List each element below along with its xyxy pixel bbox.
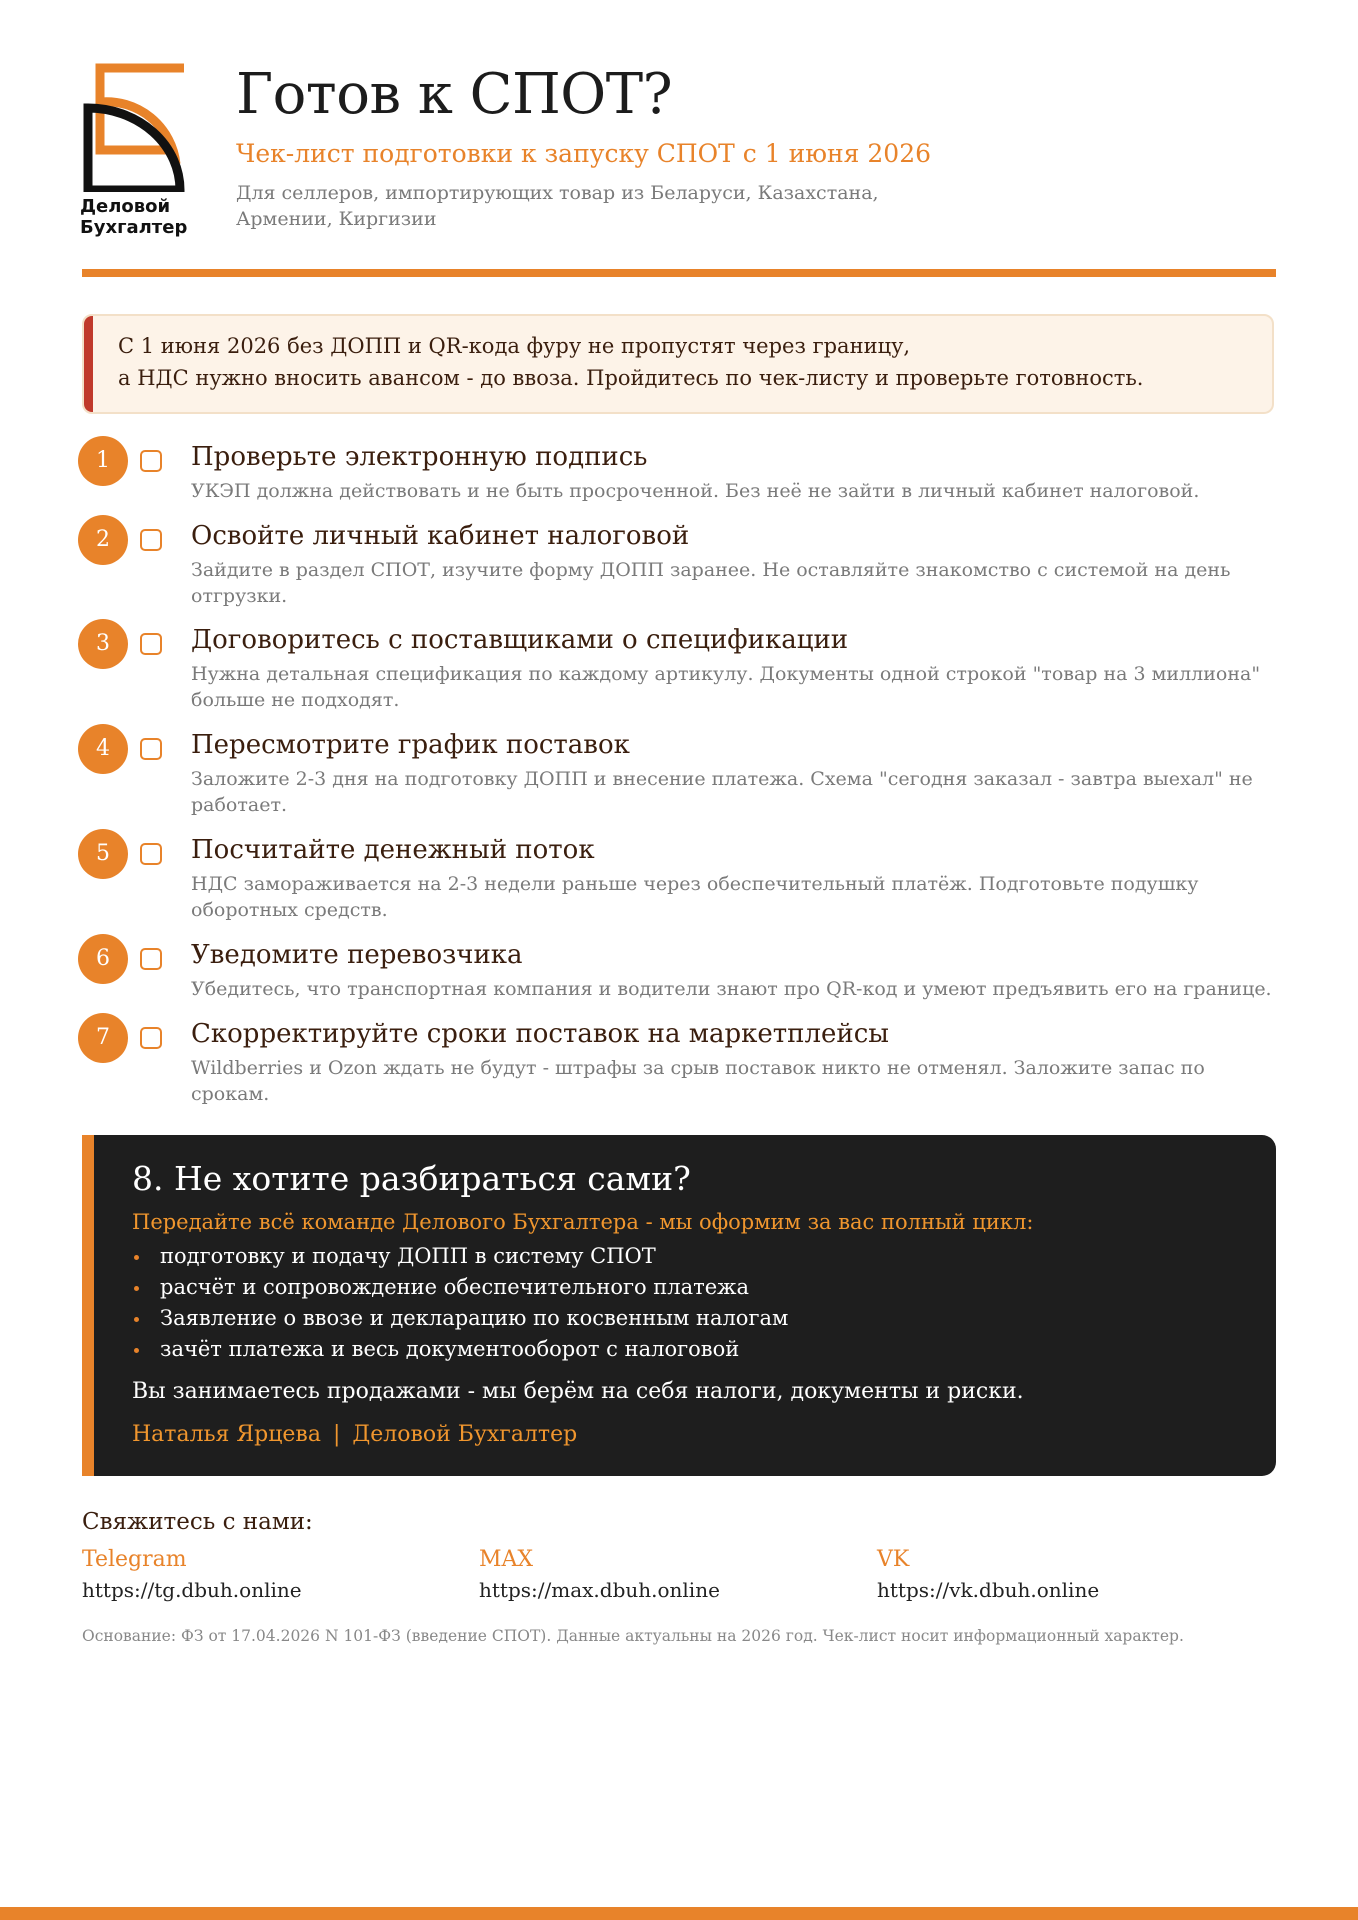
offer-list: [132, 1241, 788, 1365]
offer-item-text: зачёт платежа и весь документооборот с налоговой: [160, 1337, 740, 1361]
page-subtitle: Чек-лист подготовки к запуску СПОТ с 1 июня 2026: [236, 139, 932, 168]
contact-telegram: [82, 1545, 462, 1605]
company-logo: [80, 62, 190, 242]
step-title: Уведомите перевозчика: [191, 940, 523, 970]
step-number-badge: 3: [78, 619, 128, 669]
callout-accent-bar: [84, 316, 93, 412]
step-description: Заложите 2-3 дня на подготовку ДОПП и внесение платежа. Схема "сегодня заказал - завтра выехал" не работает.: [191, 768, 1253, 816]
offer-title: 8. Не хотите разбираться сами?: [132, 1159, 691, 1198]
step-title: Освойте личный кабинет налоговой: [191, 521, 690, 551]
step-description: УКЭП должна действовать и не быть просроченной. Без неё не зайти в личный кабинет налоговой.: [191, 480, 1200, 502]
step-number-badge: 2: [78, 515, 128, 565]
checkbox[interactable]: [140, 843, 162, 865]
step-description: НДС замораживается на 2-3 недели раньше через обеспечительный платёж. Подготовьте подушку оборотных средств.: [191, 873, 1199, 921]
step-number-badge: 6: [78, 934, 128, 984]
step-number-badge: 1: [78, 436, 128, 486]
step-description: Убедитесь, что транспортная компания и водители знают про QR-код и умеют предъявить его на границе.: [191, 978, 1272, 1000]
offer-note: Вы занимаетесь продажами - мы берём на себя налоги, документы и риски.: [132, 1379, 1024, 1404]
callout-text: [118, 330, 1248, 394]
page-title: Готов к СПОТ?: [236, 62, 673, 127]
callout-line-2: а НДС нужно вносить авансом - до ввоза. Пройдитесь по чек-листу и проверьте готовность.: [118, 366, 1144, 390]
step-number-badge: 5: [78, 829, 128, 879]
step-title: Скорректируйте сроки поставок на маркетплейсы: [191, 1019, 889, 1049]
step-description: Wildberries и Ozon ждать не будут - штрафы за срыв поставок никто не отменял. Заложите запас по срокам.: [191, 1057, 1205, 1105]
signature-company: Деловой Бухгалтер: [352, 1422, 578, 1447]
checkbox[interactable]: [140, 1027, 162, 1049]
footer-divider: [0, 1907, 1358, 1920]
offer-signature: [132, 1419, 577, 1451]
contact-label: Telegram: [82, 1547, 187, 1572]
signature-name: Наталья Ярцева: [132, 1422, 321, 1447]
contact-link[interactable]: https://max.dbuh.online: [479, 1578, 720, 1602]
contact-vk: [877, 1545, 1257, 1605]
contact-link[interactable]: https://tg.dbuh.online: [82, 1578, 302, 1602]
step-title: Посчитайте денежный поток: [191, 835, 595, 865]
bullet-icon: [134, 1348, 139, 1353]
bullet-icon: [134, 1286, 139, 1291]
offer-list-item: [132, 1334, 788, 1365]
step-title: Проверьте электронную подпись: [191, 442, 648, 472]
offer-item-text: подготовку и подачу ДОПП в систему СПОТ: [160, 1244, 656, 1268]
step-description: Зайдите в раздел СПОТ, изучите форму ДОПП заранее. Не оставляйте знакомство с системой на день отгрузки.: [191, 559, 1231, 607]
checkbox[interactable]: [140, 529, 162, 551]
logo-line-1: Деловой: [80, 196, 171, 217]
logo-line-2: Бухгалтер: [80, 217, 188, 238]
contact-label: VK: [877, 1547, 910, 1572]
step-title: Договоритесь с поставщиками о спецификации: [191, 625, 849, 655]
bullet-icon: [134, 1317, 139, 1322]
audience-text: Для селлеров, импортирующих товар из Беларуси, Казахстана, Армении, Киргизии: [236, 182, 879, 230]
step-number-badge: 7: [78, 1013, 128, 1063]
step-title: Пересмотрите график поставок: [191, 730, 630, 760]
offer-list-item: [132, 1303, 788, 1334]
checkbox[interactable]: [140, 738, 162, 760]
panel-accent-bar: [82, 1135, 94, 1476]
offer-item-text: расчёт и сопровождение обеспечительного платежа: [160, 1275, 750, 1299]
bullet-icon: [134, 1255, 139, 1260]
offer-item-text: Заявление о ввозе и декларацию по косвенным налогам: [160, 1306, 789, 1330]
offer-list-item: [132, 1241, 788, 1272]
contact-link[interactable]: https://vk.dbuh.online: [877, 1578, 1100, 1602]
callout-line-1: С 1 июня 2026 без ДОПП и QR-кода фуру не пропустят через границу,: [118, 334, 911, 358]
checkbox[interactable]: [140, 633, 162, 655]
checkbox[interactable]: [140, 450, 162, 472]
offer-list-item: [132, 1272, 788, 1303]
legal-footnote: Основание: ФЗ от 17.04.2026 N 101-ФЗ (введение СПОТ). Данные актуальны на 2026 год. Чек-лист носит информационный характер.: [82, 1627, 1184, 1645]
step-number-badge: 4: [78, 724, 128, 774]
offer-lead: Передайте всё команде Делового Бухгалтера - мы оформим за вас полный цикл:: [132, 1210, 1034, 1234]
contact-max: [479, 1545, 859, 1605]
checkbox[interactable]: [140, 948, 162, 970]
contact-label: MAX: [479, 1547, 534, 1572]
step-description: Нужна детальная спецификация по каждому артикулу. Документы одной строкой "товар на 3 миллиона" больше не подходят.: [191, 663, 1261, 711]
header-divider: [82, 269, 1276, 277]
service-offer-panel: [82, 1135, 1276, 1476]
logo-mark-icon: [80, 62, 190, 192]
signature-separator: |: [332, 1422, 341, 1447]
warning-callout: [82, 314, 1274, 414]
contacts-heading: Свяжитесь с нами:: [82, 1509, 313, 1535]
logo-wordmark: [80, 196, 200, 238]
